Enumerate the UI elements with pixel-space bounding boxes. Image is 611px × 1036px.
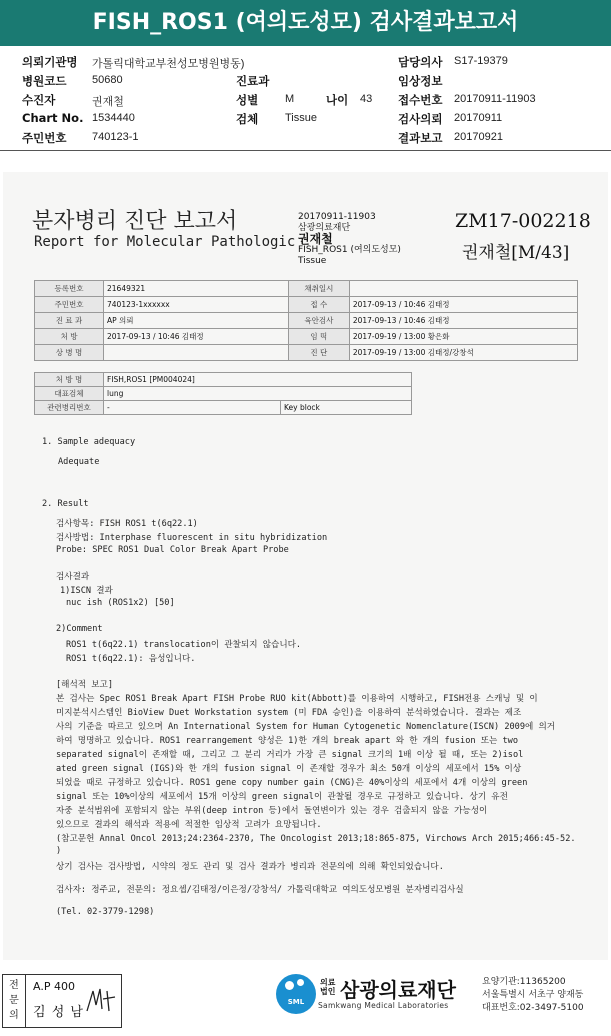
table-row: 관련병리번호 - Key block (35, 401, 412, 415)
value-patient: 권재철 (92, 96, 124, 108)
table-row: 처 방 명 FISH,ROS1 [PM004024] (35, 373, 412, 387)
report-line: Adequate (58, 457, 100, 467)
order-table (34, 372, 412, 415)
value-doctor: S17-19379 (454, 55, 508, 67)
sticker-test: FISH_ROS1 (여의도성모) (298, 245, 401, 255)
table-row: 처 방 2017-09-13 / 10:46 김태정 임 띡 2017-09-19 / 13:00 황은화 (35, 329, 578, 345)
report-line: signal 또는 10%이상의 세포에서 15개 이상의 green signal이 관찰될 경우로 규정하고 있습니다. 상기 유전 (56, 792, 508, 802)
sticker-name: 권재철 (298, 232, 333, 246)
signature-side-label: 전문의 (3, 975, 26, 1027)
specimen-sticker (298, 212, 438, 267)
value-institution: 가톨릭대학교부천성모병원병동) (92, 58, 245, 70)
sticker-specimen: Tissue (298, 256, 327, 266)
report-line: 본 검사는 Spec ROS1 Break Apart FISH Probe RUO kit(Abbott)를 이용하여 시행하고, FISH전용 스캐닝 및 이 (56, 694, 538, 704)
pathologist-name: 김 성 남 (33, 1005, 84, 1020)
label-patient: 수진자 (22, 93, 56, 107)
label-resident-no: 주민번호 (22, 131, 67, 145)
report-title-ko: 분자병리 진단 보고서 (32, 209, 238, 234)
header-info (0, 50, 611, 150)
brand-prefix: 의료 법인 (320, 978, 336, 996)
sticker-lab: 삼광의료재단 (298, 223, 351, 233)
value-report-date: 20170921 (454, 131, 503, 143)
report-line: 있으므로 결과의 해석과 적용에 적절한 임상적 고려가 요망됩니다. (56, 820, 322, 830)
value-request-date: 20170911 (454, 112, 503, 124)
report-line: 검사항목: FISH ROS1 t(6q22.1) (56, 519, 198, 529)
label-request-date: 검사의뢰 (398, 112, 443, 126)
report-line: [해석적 보고] (56, 680, 114, 690)
label-age: 나이 (326, 93, 349, 107)
report-line: Probe: SPEC ROS1 Dual Color Break Apart Probe (56, 545, 289, 555)
report-line: 1. Sample adequacy (42, 437, 136, 447)
report-code: ZM17-002218 (455, 210, 591, 232)
value-specimen: Tissue (285, 112, 317, 124)
report-title: FISH_ROS1 (여의도성모) 검사결과보고서 (92, 10, 519, 35)
table-row: 상 병 명 진 단 2017-09-19 / 13:00 김태정/강창석 (35, 345, 578, 361)
value-age: 43 (360, 93, 373, 105)
key-block-label: Key block (281, 401, 412, 415)
label-sex: 성별 (236, 93, 259, 107)
report-title-bar (0, 0, 611, 46)
value-chart-no: 1534440 (92, 112, 135, 124)
report-line: 1)ISCN 결과 (60, 586, 113, 596)
ap-number: A.P 400 (33, 980, 75, 993)
report-line: ated green signal (IGS)와 한 개의 fusion signal 이 존재할 경우가 최소 50개 이상의 세포에서 15% 이상 (56, 764, 522, 774)
report-line: (Tel. 02-3779-1298) (56, 907, 155, 917)
report-line: 되었을 때로 규정하고 있습니다. ROS1 gene copy number gain (CNG)은 40%이상의 세포에서 4개 이상의 green (56, 778, 528, 788)
signature-scribble (85, 985, 117, 1017)
registration-table (34, 280, 578, 361)
lab-contact-info: 요양기관:11365200 서울특별시 서초구 양재동 대표번호:02-3497-5100 (482, 977, 584, 1013)
value-accession: 20170911-11903 (454, 93, 536, 105)
logo-text: SML (287, 998, 305, 1006)
table-row: 대표검체 lung (35, 387, 412, 401)
report-line: ROS1 t(6q22.1) translocation이 관찰되지 않습니다. (66, 640, 302, 650)
report-line: 자중 분석범위에 포함되지 않는 부위(deep intron 등)에서 돌연변이가 있는 경우 검출되지 않을 가능성이 (56, 806, 488, 816)
label-doctor: 담당의사 (398, 55, 443, 69)
value-hospital-code: 50680 (92, 74, 123, 86)
label-chart-no: Chart No. (22, 111, 84, 125)
brand-english: Samkwang Medical Laboratories (318, 1001, 449, 1010)
report-line: nuc ish (ROS1x2) [50] (66, 598, 175, 608)
label-department: 진료과 (236, 74, 270, 88)
report-line: 하여 명명하고 있습니다. ROS1 rearrangement 양성은 1)한 개의 break apart 와 한 개의 fusion 또는 two (56, 736, 519, 746)
report-line: 2)Comment (56, 624, 103, 634)
label-hospital-code: 병원코드 (22, 74, 67, 88)
report-line: separated signal이 존재할 때, 그리고 그 분리 거리가 가장 큰 signal 크기의 1배 이상 될 때, 또는 2)isol (56, 750, 524, 760)
report-line: (참고문헌 Annal Oncol 2013;24:2364-2370, The Oncologist 2013;18:865-875, Virchows Arch 2015;466:45-52. (56, 834, 576, 844)
report-line: 2. Result (42, 499, 89, 509)
report-line: 미지분석시스템인 BioView Duet Workstation system (미 FDA 승인)을 이용하여 분석하였습니다. 결과는 제조 (56, 708, 522, 718)
table-row: 주민번호 740123-1xxxxxx 접 수 2017-09-13 / 10:46 김태정 (35, 297, 578, 313)
label-clinical-info: 임상정보 (398, 74, 443, 88)
report-line: ) (56, 846, 62, 856)
label-report-date: 결과보고 (398, 131, 443, 145)
label-accession: 접수번호 (398, 93, 443, 107)
value-sex: M (285, 93, 295, 105)
report-line: 검사결과 (56, 572, 90, 582)
report-line: 검사방법: Interphase fluorescent in situ hybridization (56, 533, 328, 543)
patient-tag: 권재철[M/43] (462, 243, 570, 263)
table-row: 진 료 과 AP 의뢰 육안검사 2017-09-13 / 10:46 김태정 (35, 313, 578, 329)
report-line: 상기 검사는 검사방법, 시약의 정도 관리 및 검사 결과가 병리과 전문의에 의해 확인되었습니다. (56, 862, 444, 872)
report-title-en: Report for Molecular Pathologic (34, 234, 296, 250)
table-row: 등록번호 21649321 채취일시 (35, 281, 578, 297)
report-line: ROS1 t(6q22.1): 음성입니다. (66, 654, 196, 664)
pathologist-signature-box (2, 974, 122, 1028)
label-specimen: 검체 (236, 112, 259, 126)
report-line: 검사자: 정주교, 전문의: 정요셉/김태정/이은정/강창석/ 가톨릭대학교 여의도성모병원 분자병리검사실 (56, 885, 464, 895)
sml-logo (276, 974, 316, 1014)
value-resident-no: 740123-1 (92, 131, 139, 143)
report-line: 사의 기준을 따르고 있으며 An International System for Human Cytogenetic Nomenclature(ISCN) 2009에 의거 (56, 722, 556, 732)
brand-name: 삼광의료재단 (340, 978, 456, 1002)
header-divider (0, 150, 611, 151)
sticker-accession: 20170911-11903 (298, 212, 376, 222)
label-institution: 의뢰기관명 (22, 55, 78, 69)
